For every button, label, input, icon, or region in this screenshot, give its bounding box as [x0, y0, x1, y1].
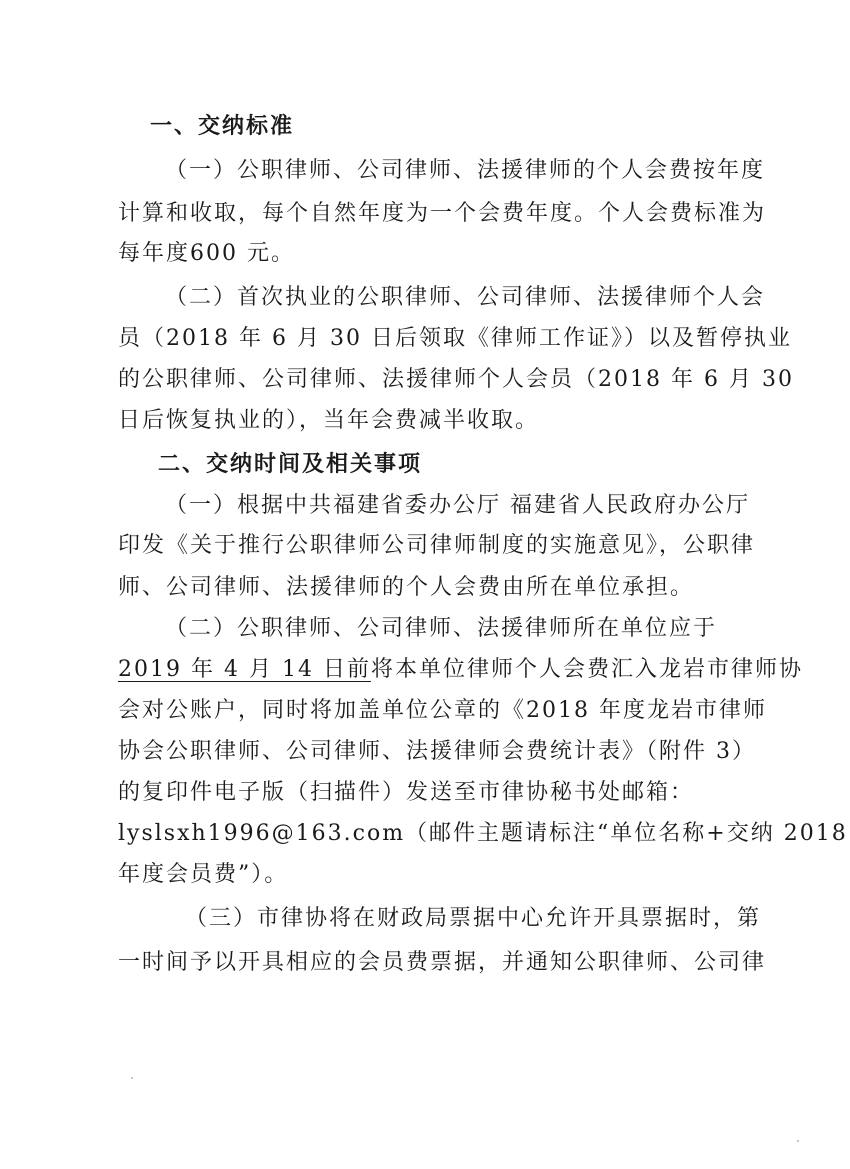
section-heading-1: 一、交纳标准	[150, 114, 295, 139]
paragraph-line: 一时间予以开具相应的会员费票据，并通知公职律师、公司律	[118, 950, 767, 975]
paragraph-line: 会对公账户，同时将加盖单位公章的《2018 年度龙岩市律师	[118, 698, 767, 723]
paragraph-line: （二）公职律师、公司律师、法援律师所在单位应于	[165, 616, 718, 641]
paragraph-line: 的公职律师、公司律师、法援律师个人会员（2018 年 6 月 30	[118, 367, 794, 392]
paragraph-line: 日后恢复执业的），当年会费减半收取。	[118, 408, 540, 433]
paragraph-line: 员（2018 年 6 月 30 日后领取《律师工作证》）以及暂停执业	[118, 326, 792, 351]
paragraph-line: （三）市律协将在财政局票据中心允许开具票据时，第	[185, 906, 762, 931]
paragraph-fragment: 将本单位律师个人会费汇入龙岩市律师协	[370, 657, 803, 682]
paragraph-line-deadline	[118, 655, 803, 685]
scan-speck	[797, 1140, 799, 1142]
paragraph-line: 每年度600 元。	[118, 241, 295, 266]
paragraph-line: 师、公司律师、法援律师的个人会费由所在单位承担。	[118, 575, 695, 600]
paragraph-line-email: lyslsxh1996@163.com（邮件主题请标注“单位名称+交纳 2018	[118, 821, 848, 846]
scan-speck	[131, 1077, 133, 1079]
paragraph-line: （二）首次执业的公职律师、公司律师、法援律师个人会	[165, 285, 766, 310]
paragraph-line: 的复印件电子版（扫描件）发送至市律协秘书处邮箱：	[118, 780, 695, 805]
paragraph-line: 协会公职律师、公司律师、法援律师会费统计表》（附件 3）	[118, 739, 756, 764]
paragraph-line: 计算和收取，每个自然年度为一个会费年度。个人会费标准为	[118, 201, 767, 226]
paragraph-line: （一）公职律师、公司律师、法援律师的个人会费按年度	[165, 158, 766, 183]
deadline-date: 2019 年 4 月 14 日前	[118, 657, 371, 682]
section-heading-2: 二、交纳时间及相关事项	[158, 452, 423, 477]
paragraph-line: 年度会员费”）。	[118, 862, 289, 887]
paragraph-line: 印发《关于推行公职律师公司律师制度的实施意见》，公职律	[118, 533, 756, 558]
paragraph-line: （一）根据中共福建省委办公厅 福建省人民政府办公厅	[165, 493, 750, 518]
